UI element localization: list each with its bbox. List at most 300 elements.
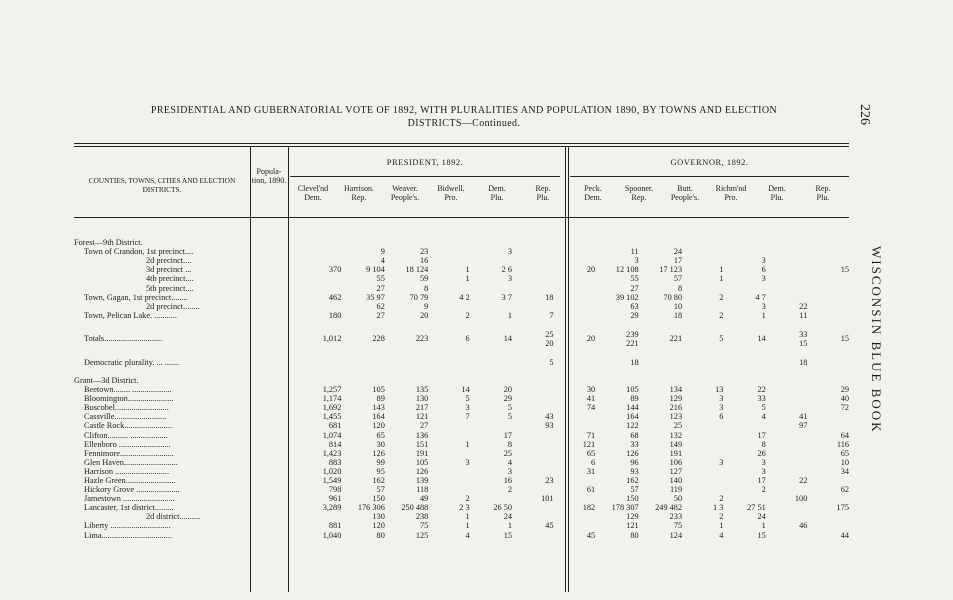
cell-value bbox=[807, 412, 849, 421]
cell-value bbox=[306, 302, 341, 311]
cell-value: 55 bbox=[376, 274, 385, 284]
cell-value: 1,549 bbox=[322, 476, 342, 486]
cell-value bbox=[807, 421, 849, 430]
cell-value: 178 307 bbox=[611, 503, 639, 513]
cell-value: 34 bbox=[840, 466, 849, 476]
cell-value: 3 bbox=[761, 457, 766, 467]
cell-value: 2 bbox=[719, 310, 724, 320]
cell-value: 1 bbox=[465, 274, 470, 284]
cell-value: 3 bbox=[761, 301, 766, 311]
cell-value bbox=[554, 421, 596, 430]
cell-value bbox=[512, 403, 554, 412]
cell-value: 3 bbox=[761, 466, 766, 476]
cell-value: 1 bbox=[761, 521, 766, 531]
cell-value: 9 bbox=[380, 247, 385, 257]
cell-value: 370 bbox=[328, 265, 342, 275]
cell-value: 96 bbox=[630, 457, 639, 467]
cell-value: 162 bbox=[626, 476, 639, 486]
president-group-rule bbox=[290, 176, 560, 177]
cell-value bbox=[554, 476, 596, 485]
column-header: Rep. Plu. bbox=[815, 184, 831, 202]
table-heading bbox=[74, 104, 854, 130]
cell-value: 65 bbox=[586, 448, 596, 458]
row-label: 4th precinct.... bbox=[146, 274, 194, 284]
cell-value: 22 bbox=[799, 476, 808, 486]
cell-value: 798 bbox=[328, 485, 342, 495]
cell-value bbox=[554, 521, 596, 530]
cell-value: 3 bbox=[719, 457, 724, 467]
cell-value: 24 bbox=[503, 512, 513, 522]
cell-value: 15 bbox=[503, 530, 513, 540]
cell-value bbox=[512, 440, 554, 449]
cell-value bbox=[554, 311, 596, 320]
cell-value: 249 482 bbox=[655, 503, 683, 513]
table-row bbox=[74, 494, 849, 503]
cell-value: 57 bbox=[376, 485, 385, 495]
cell-value bbox=[682, 467, 723, 476]
cell-value: 10 bbox=[673, 301, 683, 311]
table-row bbox=[74, 238, 849, 247]
cell-value: 123 bbox=[669, 412, 683, 422]
cell-value: 23 bbox=[420, 247, 429, 257]
table-row bbox=[74, 358, 849, 367]
cell-value: 80 bbox=[630, 530, 639, 540]
column-header: Harrison. Rep. bbox=[344, 184, 374, 202]
cell-value bbox=[306, 256, 341, 265]
cell-value: 33 bbox=[757, 394, 766, 404]
cell-value: 136 bbox=[415, 430, 429, 440]
table-row bbox=[74, 274, 849, 283]
column-header: Clevel'nd Dem. bbox=[297, 184, 329, 202]
cell-value bbox=[341, 376, 384, 385]
cell-value: 1 bbox=[465, 521, 470, 531]
cell-value bbox=[428, 421, 469, 430]
cell-value: 5 bbox=[507, 403, 513, 413]
cell-value: 26 50 bbox=[493, 503, 513, 513]
cell-value: 18 124 bbox=[405, 265, 429, 275]
cell-value: 30 bbox=[586, 385, 596, 395]
cell-value bbox=[723, 358, 765, 367]
cell-value: 23 bbox=[545, 476, 554, 486]
cell-value: 14 bbox=[757, 334, 766, 344]
cell-value: 126 bbox=[415, 466, 429, 476]
cell-value: 63 bbox=[630, 301, 639, 311]
cell-value bbox=[306, 367, 341, 376]
cell-value: 27 bbox=[420, 421, 429, 431]
cell-value bbox=[554, 512, 596, 521]
cell-value: 191 bbox=[669, 448, 683, 458]
cell-value: 33 15 bbox=[799, 329, 808, 348]
cell-value: 3 bbox=[719, 394, 724, 404]
cell-value bbox=[807, 367, 849, 376]
cell-value: 140 bbox=[669, 476, 683, 486]
cell-value bbox=[306, 320, 341, 329]
cell-value bbox=[682, 302, 723, 311]
cell-value: 130 bbox=[372, 512, 385, 522]
cell-value bbox=[554, 367, 596, 376]
cell-value bbox=[723, 247, 765, 256]
heading-line-2: DISTRICTS—Continued. bbox=[407, 118, 521, 129]
cell-value: 6 bbox=[465, 334, 470, 344]
cell-value: 17 bbox=[673, 256, 683, 266]
cell-value bbox=[682, 238, 723, 247]
row-label: Fennimore.......................... bbox=[84, 448, 174, 458]
cell-value: 1 bbox=[465, 512, 470, 522]
cell-value: 20 bbox=[586, 334, 596, 344]
row-label: Lima.................................. bbox=[84, 530, 173, 540]
row-label: Forest—9th District. bbox=[74, 238, 143, 248]
cell-value: 1 bbox=[719, 521, 724, 531]
cell-value: 1,020 bbox=[322, 466, 342, 476]
cell-value bbox=[512, 265, 554, 274]
cell-value: 20 bbox=[586, 265, 596, 275]
table-row bbox=[74, 412, 849, 421]
cell-value: 9 104 bbox=[366, 265, 385, 275]
cell-value: 49 bbox=[420, 494, 429, 504]
table-row bbox=[74, 440, 849, 449]
table-row bbox=[74, 521, 849, 530]
cell-value: 120 bbox=[372, 521, 385, 531]
cell-value: 126 bbox=[626, 448, 639, 458]
cell-value: 24 bbox=[673, 247, 683, 257]
cell-value bbox=[639, 367, 682, 376]
cell-value: 74 bbox=[586, 403, 596, 413]
row-label: 5th precinct.... bbox=[146, 283, 194, 293]
cell-value: 68 bbox=[630, 430, 639, 440]
table-row bbox=[74, 476, 849, 485]
cell-value: 8 bbox=[424, 283, 429, 293]
cell-value bbox=[807, 320, 849, 329]
cell-value: 814 bbox=[328, 439, 342, 449]
row-label: Town of Crandon, 1st precinct.... bbox=[84, 247, 194, 257]
row-label: 3d precinct ... bbox=[146, 265, 192, 275]
cell-value: 89 bbox=[630, 394, 639, 404]
cell-value: 25 20 bbox=[545, 329, 554, 348]
cell-value: 75 bbox=[420, 521, 429, 531]
cell-value bbox=[385, 358, 428, 367]
table-row bbox=[74, 320, 849, 329]
cell-value bbox=[682, 320, 723, 329]
cell-value: 1 bbox=[507, 310, 513, 320]
cell-value: 1 bbox=[465, 265, 470, 275]
cell-value: 22 bbox=[757, 385, 766, 395]
cell-value: 3 bbox=[761, 274, 766, 284]
cell-value bbox=[428, 247, 469, 256]
counties-header: COUNTIES, TOWNS, CITIES AND ELECTION DISTRICTS. bbox=[88, 176, 236, 194]
cell-value: 89 bbox=[376, 394, 385, 404]
cell-value bbox=[807, 494, 849, 503]
cell-value bbox=[766, 512, 808, 521]
cell-value: 2 3 bbox=[459, 503, 470, 513]
cell-value: 8 bbox=[677, 283, 683, 293]
cell-value: 217 bbox=[415, 403, 429, 413]
cell-value: 62 bbox=[840, 485, 849, 495]
cell-value: 97 bbox=[799, 421, 808, 431]
cell-value bbox=[595, 238, 638, 247]
cell-value bbox=[766, 238, 808, 247]
cell-value bbox=[807, 293, 849, 302]
cell-value: 16 bbox=[420, 256, 429, 266]
cell-value: 2 bbox=[761, 485, 766, 495]
cell-value: 135 bbox=[415, 385, 429, 395]
cell-value: 149 bbox=[669, 439, 683, 449]
cell-value: 50 bbox=[673, 494, 683, 504]
cell-value: 2 bbox=[465, 310, 470, 320]
row-label: Cassville......................... bbox=[84, 412, 167, 422]
cell-value: 64 bbox=[840, 430, 849, 440]
row-label: 2d district.......... bbox=[146, 512, 201, 522]
row-label: 2d precinct.... bbox=[146, 256, 192, 266]
cell-value bbox=[766, 283, 808, 292]
cell-value: 7 bbox=[465, 412, 470, 422]
cell-value: 45 bbox=[586, 530, 596, 540]
cell-value: 20 bbox=[420, 310, 429, 320]
cell-value: 15 bbox=[757, 530, 766, 540]
cell-value: 175 bbox=[836, 503, 849, 513]
cell-value bbox=[428, 367, 469, 376]
cell-value bbox=[639, 358, 682, 367]
cell-value: 1 bbox=[719, 265, 724, 275]
cell-value: 126 bbox=[372, 448, 385, 458]
cell-value: 29 bbox=[840, 385, 849, 395]
cell-value: 27 bbox=[630, 283, 639, 293]
cell-value: 61 bbox=[586, 485, 596, 495]
cell-value bbox=[723, 494, 765, 503]
heading-line-1: PRESIDENTIAL AND GUBERNATORIAL VOTE OF 1892, WITH PLURALITIES AND POPULATION 1890, BY TOWNS AND ELECTION bbox=[150, 105, 778, 116]
cell-value: 1 bbox=[761, 310, 766, 320]
cell-value: 95 bbox=[376, 466, 385, 476]
cell-value: 3 bbox=[465, 457, 470, 467]
cell-value bbox=[766, 531, 808, 540]
cell-value: 106 bbox=[669, 457, 683, 467]
cell-value bbox=[512, 449, 554, 458]
cell-value bbox=[595, 376, 638, 385]
cell-value bbox=[428, 349, 469, 358]
column-header: Rep. Plu. bbox=[535, 184, 551, 202]
cell-value: 129 bbox=[669, 394, 683, 404]
cell-value bbox=[766, 403, 808, 412]
cell-value: 18 bbox=[630, 357, 639, 367]
cell-value: 105 bbox=[415, 457, 429, 467]
cell-value bbox=[341, 238, 384, 247]
cell-value: 16 bbox=[503, 476, 513, 486]
cell-value: 150 bbox=[372, 494, 385, 504]
table-row bbox=[74, 531, 849, 540]
cell-value bbox=[306, 358, 341, 367]
cell-value bbox=[428, 476, 469, 485]
cell-value bbox=[682, 376, 723, 385]
row-label: Bloomington...................... bbox=[84, 394, 174, 404]
cell-value bbox=[682, 283, 723, 292]
cell-value: 129 bbox=[626, 512, 639, 522]
cell-value bbox=[766, 349, 808, 358]
cell-value bbox=[306, 238, 341, 247]
cell-value bbox=[470, 302, 512, 311]
row-label: Harrison .......................... bbox=[84, 466, 170, 476]
table-row bbox=[74, 431, 849, 440]
cell-value: 46 bbox=[799, 521, 808, 531]
cell-value bbox=[428, 467, 469, 476]
cell-value: 99 bbox=[376, 457, 385, 467]
cell-value: 4 7 bbox=[755, 292, 766, 302]
table-row bbox=[74, 467, 849, 476]
cell-value bbox=[512, 394, 554, 403]
cell-value bbox=[341, 367, 384, 376]
table-row bbox=[74, 376, 849, 385]
cell-value bbox=[512, 385, 554, 394]
cell-value bbox=[595, 367, 638, 376]
cell-value: 2 bbox=[719, 494, 724, 504]
cell-value bbox=[766, 485, 808, 494]
cell-value: 250 488 bbox=[401, 503, 429, 513]
cell-value: 2 bbox=[719, 292, 724, 302]
cell-value: 10 bbox=[840, 457, 849, 467]
cell-value: 3 bbox=[507, 466, 513, 476]
cell-value: 41 bbox=[799, 412, 808, 422]
cell-value: 151 bbox=[415, 439, 429, 449]
cell-value: 120 bbox=[372, 421, 385, 431]
cell-value bbox=[682, 449, 723, 458]
cell-value: 18 bbox=[545, 292, 554, 302]
cell-value: 17 bbox=[757, 430, 766, 440]
cell-value: 3 bbox=[634, 256, 639, 266]
cell-value: 14 bbox=[461, 385, 470, 395]
cell-value bbox=[470, 421, 512, 430]
cell-value: 70 80 bbox=[663, 292, 683, 302]
cell-value bbox=[512, 302, 554, 311]
cell-value bbox=[723, 376, 765, 385]
cell-value bbox=[554, 376, 596, 385]
cell-value bbox=[470, 283, 512, 292]
cell-value bbox=[554, 293, 596, 302]
cell-value bbox=[807, 358, 849, 367]
cell-value bbox=[470, 494, 512, 503]
cell-value: 62 bbox=[376, 301, 385, 311]
cell-value bbox=[723, 320, 765, 329]
cell-value bbox=[512, 320, 554, 329]
side-title: WISCONSIN BLUE BOOK bbox=[869, 246, 884, 434]
table-row bbox=[74, 247, 849, 256]
cell-value bbox=[766, 256, 808, 265]
cell-value bbox=[807, 283, 849, 292]
row-label: Glen Haven.......................... bbox=[84, 457, 178, 467]
cell-value bbox=[766, 376, 808, 385]
cell-value bbox=[554, 274, 596, 283]
cell-value: 17 bbox=[757, 476, 766, 486]
population-header: Popula-tion, 1890. bbox=[251, 167, 287, 185]
cell-value bbox=[554, 358, 596, 367]
cell-value bbox=[470, 238, 512, 247]
cell-value bbox=[723, 421, 765, 430]
column-header: Bidwell. Pro. bbox=[437, 184, 465, 202]
cell-value: 72 bbox=[840, 403, 849, 413]
cell-value: 65 bbox=[840, 448, 849, 458]
cell-value: 1 bbox=[507, 521, 513, 531]
row-label: Clifton.......... .................. bbox=[84, 430, 168, 440]
cell-value bbox=[385, 367, 428, 376]
cell-value: 101 bbox=[541, 494, 554, 504]
cell-value bbox=[306, 376, 341, 385]
cell-value bbox=[807, 349, 849, 358]
cell-value: 881 bbox=[328, 521, 342, 531]
header-bottom-rule bbox=[74, 217, 849, 218]
cell-value: 1,423 bbox=[322, 448, 342, 458]
cell-value: 139 bbox=[415, 476, 429, 486]
cell-value bbox=[807, 256, 849, 265]
row-label: Grant—3d District. bbox=[74, 375, 139, 385]
cell-value bbox=[682, 358, 723, 367]
cell-value bbox=[682, 476, 723, 485]
cell-value bbox=[428, 256, 469, 265]
row-label: Totals............................ bbox=[84, 334, 163, 344]
cell-value: 105 bbox=[372, 385, 385, 395]
cell-value: 124 bbox=[669, 530, 683, 540]
row-label bbox=[74, 349, 306, 358]
cell-value: 1,174 bbox=[322, 394, 342, 404]
table-row bbox=[74, 265, 849, 274]
cell-value: 39 102 bbox=[615, 292, 639, 302]
cell-value: 57 bbox=[630, 485, 639, 495]
cell-value: 121 bbox=[582, 439, 596, 449]
cell-value bbox=[428, 376, 469, 385]
cell-value bbox=[766, 449, 808, 458]
cell-value bbox=[766, 265, 808, 274]
row-label: Lancaster, 1st district......... bbox=[84, 503, 174, 513]
cell-value: 233 bbox=[669, 512, 683, 522]
cell-value bbox=[766, 367, 808, 376]
cell-value bbox=[512, 503, 554, 512]
cell-value bbox=[428, 302, 469, 311]
cell-value: 8 bbox=[761, 439, 766, 449]
cell-value: 30 bbox=[376, 439, 385, 449]
cell-value: 25 bbox=[673, 421, 683, 431]
cell-value bbox=[428, 358, 469, 367]
cell-value bbox=[428, 320, 469, 329]
cell-value: 182 bbox=[582, 503, 596, 513]
column-header: Peck. Dem. bbox=[584, 184, 602, 202]
cell-value: 3 7 bbox=[501, 292, 513, 302]
cell-value: 25 bbox=[503, 448, 513, 458]
cell-value bbox=[682, 367, 723, 376]
cell-value: 3 bbox=[507, 247, 513, 257]
cell-value bbox=[766, 385, 808, 394]
cell-value: 93 bbox=[545, 421, 554, 431]
cell-value bbox=[512, 283, 554, 292]
cell-value: 162 bbox=[372, 476, 385, 486]
cell-value: 122 bbox=[626, 421, 639, 431]
cell-value: 71 bbox=[586, 430, 596, 440]
cell-value: 121 bbox=[626, 521, 639, 531]
cell-value: 11 bbox=[799, 310, 808, 320]
cell-value bbox=[682, 247, 723, 256]
cell-value bbox=[306, 247, 341, 256]
cell-value: 180 bbox=[328, 310, 342, 320]
cell-value: 15 bbox=[840, 334, 849, 344]
row-label: Ellenboro ......................... bbox=[84, 439, 171, 449]
cell-value: 4 bbox=[465, 530, 470, 540]
cell-value bbox=[512, 238, 554, 247]
cell-value bbox=[512, 256, 554, 265]
cell-value: 5 bbox=[465, 394, 470, 404]
cell-value bbox=[512, 485, 554, 494]
cell-value bbox=[554, 247, 596, 256]
cell-value bbox=[512, 376, 554, 385]
cell-value bbox=[766, 274, 808, 283]
cell-value bbox=[807, 247, 849, 256]
cell-value: 228 bbox=[372, 334, 385, 344]
cell-value bbox=[512, 274, 554, 283]
cell-value: 27 51 bbox=[747, 503, 766, 513]
